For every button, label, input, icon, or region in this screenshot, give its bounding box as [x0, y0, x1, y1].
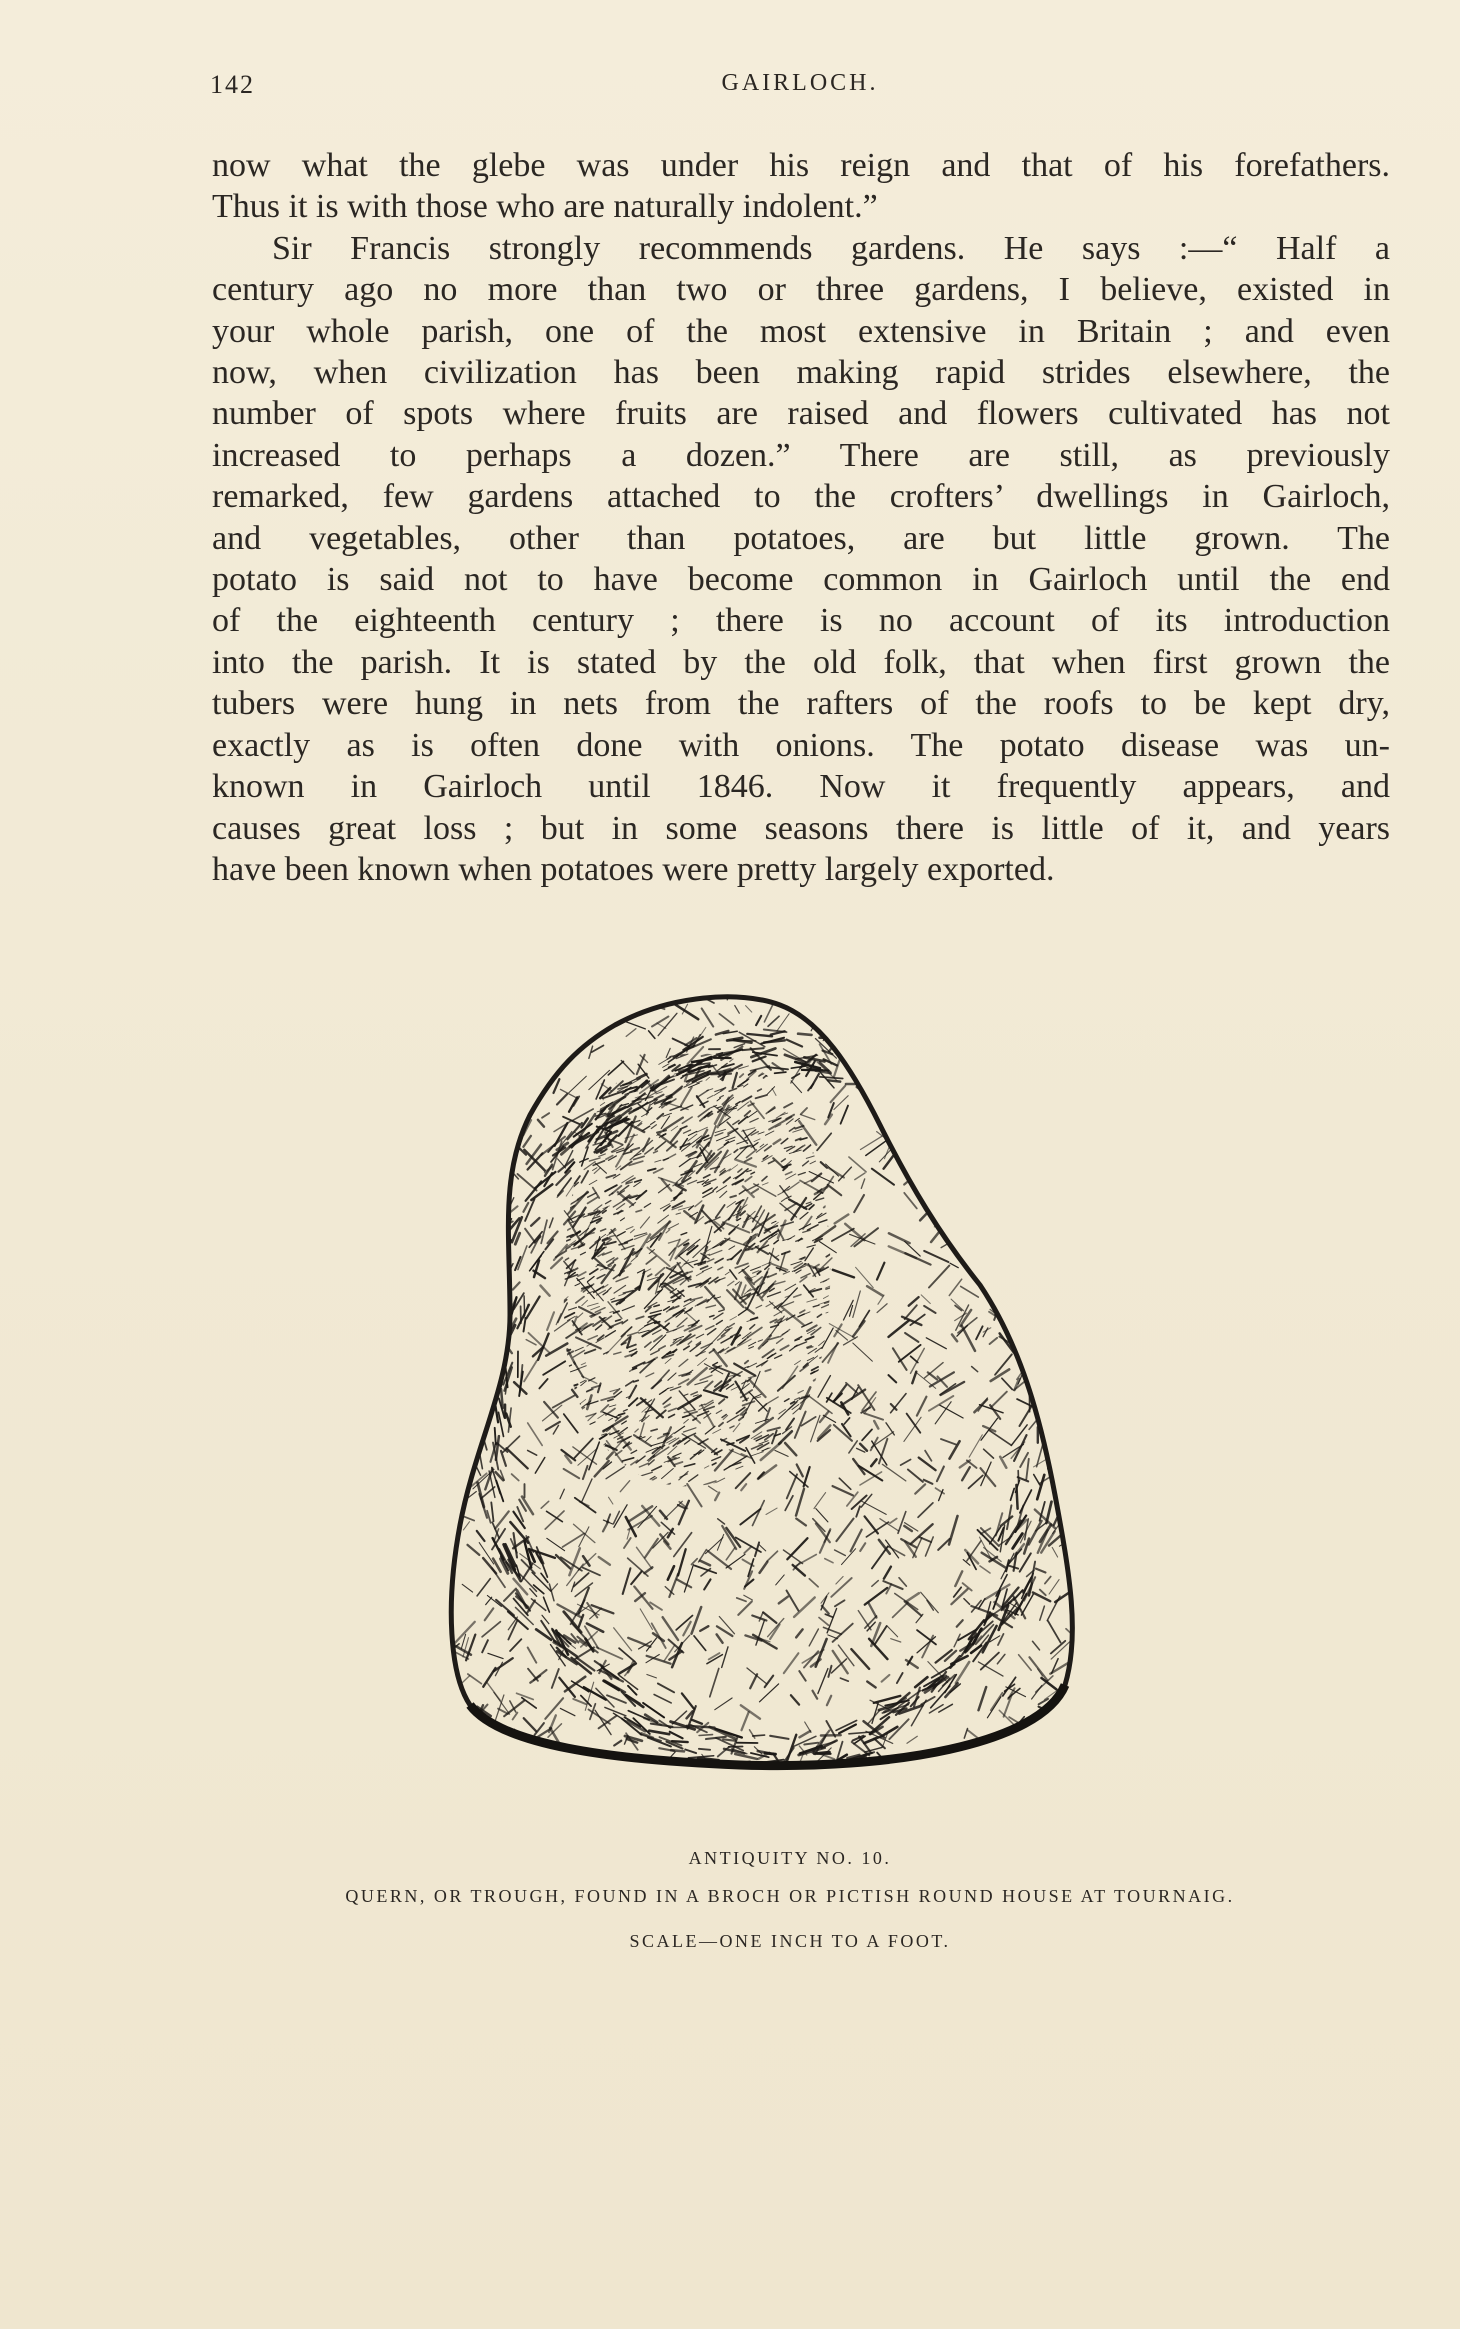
caption-title: ANTIQUITY NO. 10. [688, 1848, 892, 1868]
text-line: Sir Francis strongly recommends gardens. He says :—“ Half a [272, 229, 1390, 267]
text-line: potato is said not to have become common in Gairloch until the end [212, 561, 1390, 599]
text-line: exactly as is often done with onions. The potato disease was un- [212, 726, 1390, 764]
page-number: 142 [210, 70, 255, 99]
text-line: Thus it is with those who are naturally indolent.” [212, 188, 878, 226]
text-line: causes great loss ; but in some seasons there is little of it, and years [212, 809, 1390, 847]
text-line: your whole parish, one of the most extensive in Britain ; and even [212, 312, 1390, 350]
text-line: remarked, few gardens attached to the crofters’ dwellings in Gairloch, [212, 478, 1390, 516]
text-line: century ago no more than two or three gardens, I believe, existed in [212, 271, 1390, 309]
caption-description: QUERN, OR TROUGH, FOUND IN A BROCH OR PICTISH ROUND HOUSE AT TOURNAIG. [345, 1886, 1235, 1906]
text-line: now, when civilization has been making rapid strides elsewhere, the [212, 354, 1390, 392]
text-line: known in Gairloch until 1846. Now it frequently appears, and [212, 768, 1390, 806]
text-line: number of spots where fruits are raised and flowers cultivated has not [212, 395, 1390, 433]
page-header [210, 70, 1390, 110]
body-text [212, 145, 1390, 890]
text-line: into the parish. It is stated by the old folk, that when first grown the [212, 643, 1390, 681]
text-line: tubers were hung in nets from the rafters of the roofs to be kept dry, [212, 685, 1390, 723]
text-line: now what the glebe was under his reign and that of his forefathers. [212, 147, 1390, 184]
figure-caption [180, 1848, 1400, 1969]
text-line: and vegetables, other than potatoes, are but little grown. The [212, 519, 1390, 557]
text-line: have been known when potatoes were pretty largely exported. [212, 850, 1055, 888]
quern-illustration [440, 985, 1120, 1805]
quern-hollow [550, 1040, 861, 1505]
quern-body [440, 985, 1120, 1805]
caption-scale: SCALE—ONE INCH TO A FOOT. [629, 1931, 951, 1951]
text-line: of the eighteenth century ; there is no account of its introduction [212, 602, 1390, 640]
text-line: increased to perhaps a dozen.” There are still, as previously [212, 436, 1390, 474]
running-title: GAIRLOCH. [721, 70, 879, 96]
